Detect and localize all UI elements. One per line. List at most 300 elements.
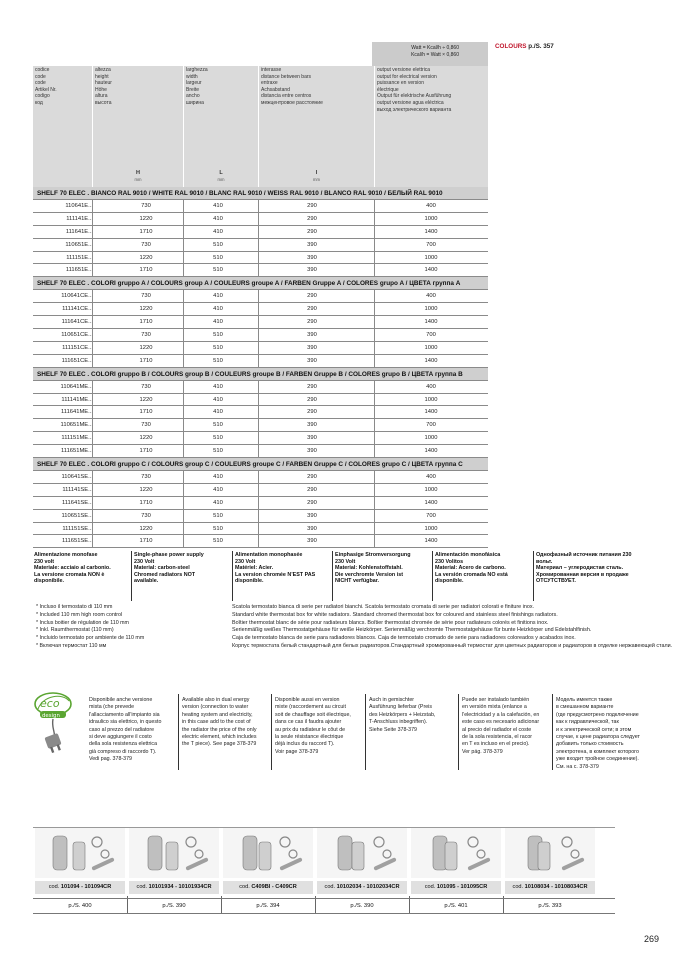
header-unit-i: mm [313,177,320,182]
note-line: 230 Volt [235,558,256,565]
thermostat-box-text [232,604,672,651]
cell-w: 700 [426,422,436,429]
cell-i: 290 [307,499,317,506]
eco-divider [178,694,179,770]
column-divider [183,419,184,431]
valve-kit-icon [35,828,125,878]
column-divider [92,239,93,251]
cell-i: 290 [307,319,317,326]
cell-code: 111641CE... [61,319,93,326]
cell-h: 1710 [139,499,153,506]
header-letter-h: H [136,170,140,176]
column-divider [183,523,184,535]
eco-note-line: Ver pág. 378-379 [462,748,503,755]
note-divider [533,551,534,601]
text-line: distance between bars [261,73,312,80]
product-code-prefix: cod. [239,884,250,890]
eco-divider [365,694,366,770]
text-line: * Включая термостат 110 мм [36,642,107,649]
header-col-output [374,66,488,187]
text-line: altura [95,93,108,100]
note-line: Alimentazione monofase [34,552,98,558]
text-line: Корпус термостата белый стандартный для белых радиаторов.Стандартный хромированный термостат для цветных радиаторов и радиаторов в отделке нержавеющей стали. [232,642,673,649]
product-code-value: 10101934 - 10101934CR [148,884,212,890]
eco-note-line: mista (che prevede [89,704,135,711]
note-line: Alimentation monophasée [235,552,303,558]
column-divider [258,406,259,418]
eco-note-column [275,697,351,756]
note-line: Single-phase power supply [134,552,204,558]
eco-note-line: soit de chauffage soit électrique, [275,711,351,718]
column-divider [92,290,93,302]
column-divider [183,213,184,225]
cell-l: 510 [213,344,223,351]
cell-l: 410 [213,499,223,506]
valve-kit-icon [317,828,407,878]
column-divider [92,342,93,354]
column-divider [374,406,375,418]
column-divider [183,303,184,315]
column-divider [92,445,93,457]
product-price-reference[interactable]: p./S. 390 [162,903,186,909]
column-divider [183,252,184,264]
note-line: Chromed radiators NOT [134,571,196,578]
table-row [33,316,488,329]
eco-note-line: heating system and electricity, [182,711,253,718]
product-table [33,187,488,548]
text-line: code [35,73,46,80]
eco-note-line: electric element, which includes [182,734,257,741]
product-code-prefix: cod. [324,884,336,890]
cell-code: 111641E... [65,228,93,235]
column-divider [92,200,93,212]
table-row [33,510,488,523]
power-note [134,552,204,585]
cell-h: 730 [141,474,151,481]
table-row [33,471,488,484]
column-divider [183,484,184,496]
eco-note-line: и к электрической сети; в этом [556,726,632,733]
cell-l: 510 [213,422,223,429]
eco-note-line: в смешанном варианте [556,704,614,711]
table-row [33,535,488,548]
column-divider [92,394,93,406]
eco-note-line: См. на с. 378-379 [556,763,599,770]
column-divider [92,316,93,328]
header-col-code [33,66,92,187]
eco-note-line: au prix du radiateur le côut de [275,726,346,733]
table-row [33,497,488,510]
column-divider [92,381,93,393]
column-divider [374,329,375,341]
cell-l: 410 [213,293,223,300]
cell-w: 1000 [424,396,438,403]
column-divider [183,264,184,276]
cell-w: 700 [426,241,436,248]
column-divider [258,510,259,522]
note-line: Matériel: Acier. [235,565,274,572]
valve-kit-image [129,828,219,878]
cell-h: 1220 [139,525,153,532]
note-line: Хромированная версия в продаже [536,571,629,578]
text-line: * Included 110 mm high room control [36,611,123,618]
note-line: Material: Acero de carbono. [435,565,506,572]
text-line: height [95,73,109,80]
column-divider [258,252,259,264]
column-divider [183,471,184,483]
note-line: Material: carbon-steel [134,565,190,572]
cell-code: 111641SE... [61,499,93,506]
product-code [411,881,501,894]
eco-note-line: Vedi pag. 378-379 [89,756,133,763]
cell-w: 1000 [424,486,438,493]
cell-h: 1710 [139,357,153,364]
table-row [33,419,488,432]
column-divider [258,535,259,547]
eco-note-line: Puede ser instalado también [462,697,530,703]
eco-note-line: de la sola resistencia, el racor [462,734,533,741]
cell-i: 390 [307,241,317,248]
product-code [223,881,313,894]
power-note [335,552,410,585]
cell-i: 390 [307,538,317,545]
cell-h: 730 [141,241,151,248]
column-divider [374,510,375,522]
cell-i: 290 [307,306,317,313]
valve-kit-icon [411,828,501,878]
thermostat-bullets [36,604,144,651]
text-line: код [35,99,43,106]
valve-kit-image [505,828,595,878]
product-divider [315,896,316,914]
table-row [33,381,488,394]
column-divider [92,523,93,535]
column-divider [183,226,184,238]
cell-h: 1220 [139,215,153,222]
column-divider [258,394,259,406]
valve-kit-image [411,828,501,878]
column-divider [183,381,184,393]
cell-i: 390 [307,435,317,442]
cell-l: 410 [213,215,223,222]
column-divider [92,303,93,315]
cell-l: 510 [213,538,223,545]
section-title: SHELF 70 ELEC . COLORI gruppo B / COLOURS group B / COULEURS groupe B / FARBEN Gruppe B / COLORES grupo B / ЦВЕТА группа B [33,368,488,381]
cell-l: 510 [213,448,223,455]
cell-l: 410 [213,474,223,481]
section-title: SHELF 70 ELEC . COLORI gruppo A / COLOURS group A / COULEURS groupe A / FARBEN Gruppe A / COLORES grupo A / ЦВЕТА группа A [33,277,488,290]
text-line: выход электрического варианта [377,106,452,113]
column-divider [183,342,184,354]
column-divider [258,226,259,238]
cell-l: 510 [213,435,223,442]
eco-note-line: en T es incluso en el precio). [462,741,530,748]
cell-h: 730 [141,422,151,429]
text-line: * Incluso il termostato di 110 mm [36,604,113,610]
cell-h: 1710 [139,448,153,455]
table-row [33,355,488,368]
column-divider [183,394,184,406]
colours-page: p./S. 357 [528,43,554,50]
text-line: * Inclus boitier de régulation de 110 mm [36,619,129,626]
strip-top-line [33,827,615,828]
section-title: SHELF 70 ELEC . BIANCO RAL 9010 / WHITE RAL 9010 / BLANC RAL 9010 / WEISS RAL 9010 / BLANCO RAL 9010 / БЕЛЫЙ RAL 9010 [33,187,488,200]
column-divider [92,471,93,483]
cell-i: 290 [307,486,317,493]
column-divider [374,252,375,264]
eco-note-column [462,697,539,756]
cell-w: 700 [426,512,436,519]
table-row [33,290,488,303]
cell-w: 400 [426,383,436,390]
column-divider [374,303,375,315]
text-line: Caja de termostato blanca de serie para radiadores blancos. Caja de termostato cromado de serie para radiadores coloreados y acabados inox. [232,635,576,642]
column-divider [183,316,184,328]
cell-l: 510 [213,512,223,519]
text-line: * Incluido termostato por ambiente de 110 mm [36,635,145,642]
cell-code: 110651ME... [60,422,93,429]
eco-note-line: già compreso di raccordo T). [89,748,157,755]
eco-divider [552,694,553,770]
cell-i: 290 [307,474,317,481]
eco-note-line: dans ce cas il faudra ajouter [275,719,342,726]
column-divider [183,497,184,509]
text-line: * Inkl. Raumthermostat (110 mm) [36,627,114,634]
column-divider [183,290,184,302]
column-divider [374,264,375,276]
cell-h: 730 [141,383,151,390]
text-line: высота [95,99,112,106]
note-line: disponible. [435,578,464,585]
text-line: hauteur [95,80,112,87]
eco-note-line: version (connection to water [182,704,249,711]
column-divider [183,239,184,251]
eco-note-line: en versión mixta (enlance a [462,704,527,711]
note-line: Материал – углеродистая сталь. [536,565,624,572]
cell-h: 1220 [139,396,153,403]
note-line: La versione cromata NON è [34,571,105,578]
eco-note-column [369,697,435,734]
text-line: larghezza [186,67,208,73]
valve-kit-icon [505,828,595,878]
note-line: La versión cromada NO está [435,571,508,578]
eco-note-line: déjà inclus du raccord T). [275,741,335,748]
eco-note-line: (где предусмотрено подключение [556,711,639,718]
eco-note-line: mixte (raccordement au circuit [275,704,346,711]
note-line: 230 volt [34,558,55,565]
valve-kit-image [35,828,125,878]
column-divider [374,381,375,393]
cell-l: 510 [213,267,223,274]
cell-code: 110641ME... [60,383,93,390]
note-line: Alimentación monofásica [435,552,501,558]
eco-note-line: Disponible aussi en version [275,697,340,703]
table-row [33,264,488,277]
eco-note-line: la seule résistance électrique [275,734,344,741]
header-unit-l: mm [217,177,225,182]
cell-w: 1000 [424,215,438,222]
column-divider [92,329,93,341]
cell-i: 390 [307,267,317,274]
product-price-reference[interactable]: p./S. 390 [350,903,374,909]
text-line: altezza [95,67,111,73]
note-line: 230 Volitos [435,558,464,565]
table-row [33,432,488,445]
cell-h: 1710 [139,228,153,235]
cell-code: 111151E... [66,254,93,261]
cell-i: 390 [307,254,317,261]
power-note [34,552,111,585]
column-divider [374,239,375,251]
colours-page-reference[interactable] [495,43,554,50]
cell-w: 1000 [424,525,438,532]
cell-w: 1400 [424,448,438,455]
cell-i: 290 [307,215,317,222]
product-price-reference[interactable]: p./S. 400 [68,903,92,909]
eco-note-line: Ausführung lieferbar (Preis [369,704,433,711]
header-col-height [92,66,183,187]
cell-l: 410 [213,306,223,313]
text-line: Standard white thermostat box for white radiators. Standard chromed thermostat box for coloured and stainless steel finishings radiators. [232,611,558,618]
text-line: Achsabstand [261,86,290,93]
product-code [505,881,595,894]
column-divider [183,535,184,547]
watt-conversion-box [372,42,488,66]
eco-note-line: della sola resistenza elettrica [89,741,158,748]
cell-code: 111641ME... [60,409,93,416]
cell-i: 390 [307,344,317,351]
cell-i: 390 [307,525,317,532]
column-divider [92,252,93,264]
note-line: La version chromée N'EST PAS [235,571,316,578]
header-letter-i: I [315,170,318,176]
cell-l: 510 [213,254,223,261]
column-divider [374,523,375,535]
cell-w: 400 [426,293,436,300]
cell-h: 1710 [139,409,153,416]
valve-kit-image [223,828,313,878]
cell-l: 510 [213,357,223,364]
cell-i: 290 [307,396,317,403]
column-divider [92,432,93,444]
column-divider [183,329,184,341]
text-line: межцентровое расстояние [261,99,323,106]
cell-h: 1220 [139,254,153,261]
cell-w: 1000 [424,435,438,442]
watt-line-1: Watt = Kcal/h ÷ 0,860 [411,45,459,51]
column-divider [258,329,259,341]
valve-kit-icon [129,828,219,878]
table-header [33,66,488,187]
table-row [33,523,488,536]
cell-h: 730 [141,332,151,339]
valve-kit-icon [223,828,313,878]
product-price-reference[interactable]: p./S. 401 [444,903,468,909]
text-line: électrique [377,86,399,93]
eco-note-column [182,697,257,749]
cell-code: 111141SE... [62,486,93,493]
cell-code: 111651E... [65,267,93,274]
eco-note-column [89,697,161,764]
product-code-prefix: cod. [512,884,524,890]
cell-h: 1220 [139,435,153,442]
column-divider [374,445,375,457]
valve-kit-image [317,828,407,878]
text-line: ширина [186,99,204,106]
column-divider [374,290,375,302]
text-line: Serienmäßig weißes Thermostatgehäuse für weiße Heizkörper. Serienmäßig verchromte Thermostatgehäuse für bunte Heizkörper und Edelstahlfinish. [232,627,592,634]
text-line: interasse [261,67,282,73]
text-line: Breite [186,86,200,93]
eco-note-line: случае, к цене радиатора следует [556,734,640,741]
column-divider [258,200,259,212]
text-line: ancho [186,93,200,100]
product-price-reference[interactable]: p./S. 394 [256,903,280,909]
cell-code: 111141CE... [62,306,93,313]
cell-code: 110651SE... [61,512,93,519]
eco-note-line: si deve aggiungere il costo [89,734,152,741]
watt-line-2: Kcal/h = Watt × 0,860 [411,52,459,58]
column-divider [92,510,93,522]
column-divider [258,497,259,509]
table-row [33,200,488,213]
cell-i: 390 [307,448,317,455]
text-line: puissance en version [377,80,424,87]
eco-divider [458,694,459,770]
note-divider [332,551,333,601]
product-divider [503,896,504,914]
product-code-value: 101094 - 101094CR [60,884,112,890]
eco-note-line: l'electricidad y a la calefación, en [462,711,540,718]
cell-h: 730 [141,203,151,209]
cell-w: 700 [426,332,436,339]
table-row [33,239,488,252]
column-divider [374,497,375,509]
product-code-prefix: cod. [136,884,148,890]
cell-h: 730 [141,512,151,519]
product-code [129,881,219,894]
column-divider [374,355,375,367]
cell-w: 400 [426,203,436,209]
eco-note-line: in this case add to the cost of [182,719,251,726]
product-code-value: C409BI - C409CR [251,884,297,890]
cell-h: 730 [141,293,151,300]
column-divider [183,445,184,457]
eco-logo-word: eco [40,697,60,710]
table-row [33,445,488,458]
column-divider [258,484,259,496]
cell-code: 110641CE... [61,293,93,300]
cell-code: 111651SE... [61,538,93,545]
column-divider [92,213,93,225]
table-row [33,226,488,239]
note-line: Однофазный источник питания 230 [536,552,632,558]
cell-code: 111651ME... [60,448,93,455]
eco-note-column [556,697,640,771]
text-line: codice [35,67,50,73]
eco-divider [271,694,272,770]
eco-note-line: Disponibile anche versione [89,697,153,703]
cell-h: 1710 [139,538,153,545]
product-price-reference[interactable]: p./S. 393 [538,903,562,909]
table-row [33,252,488,265]
column-divider [183,355,184,367]
eco-note-line: T-Anschluss inbegriffen). [369,719,428,726]
table-row [33,303,488,316]
column-divider [374,316,375,328]
cell-i: 390 [307,357,317,364]
text-line: output versione agua eléctrica [377,99,444,106]
